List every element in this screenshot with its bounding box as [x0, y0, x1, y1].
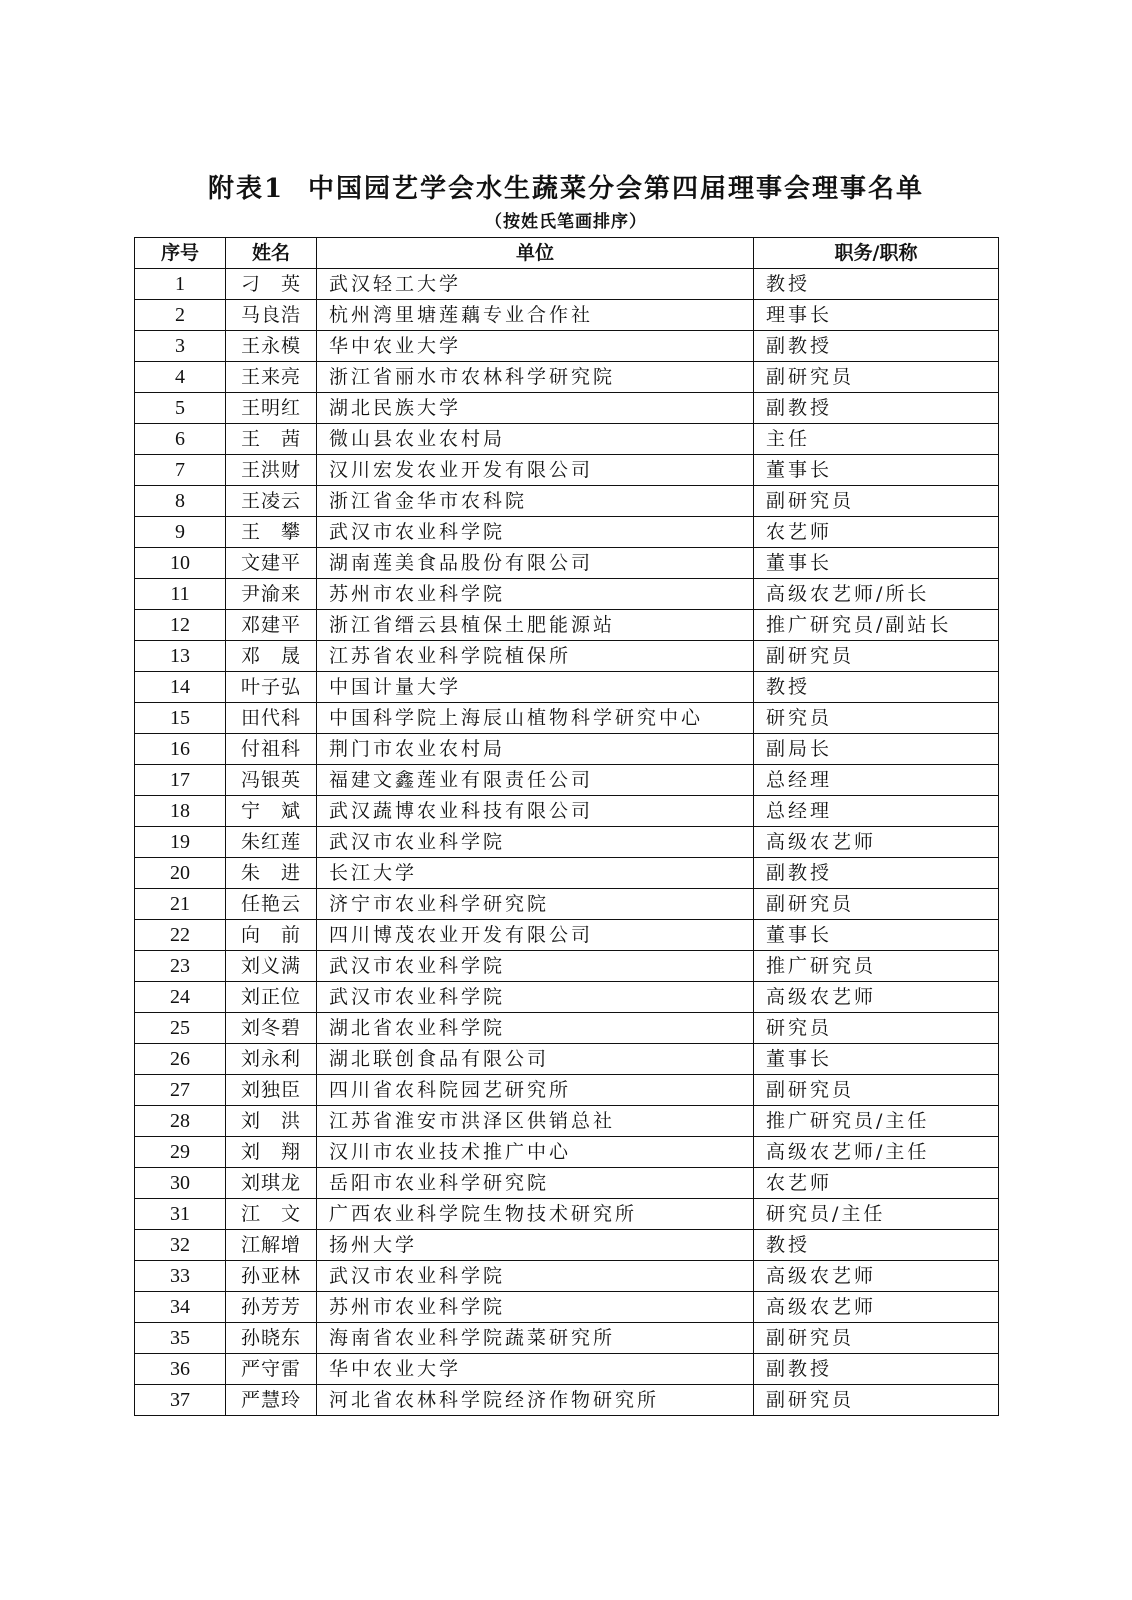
cell-number: 3 [135, 331, 226, 362]
cell-name: 刘义满 [226, 951, 317, 982]
cell-unit: 海南省农业科学院蔬菜研究所 [317, 1323, 754, 1354]
cell-name: 马良浩 [226, 300, 317, 331]
cell-unit: 武汉市农业科学院 [317, 982, 754, 1013]
table-row [135, 1323, 999, 1354]
cell-position: 副研究员 [754, 1323, 999, 1354]
cell-position: 高级农艺师 [754, 1292, 999, 1323]
table-row [135, 672, 999, 703]
cell-number: 4 [135, 362, 226, 393]
table-row [135, 1168, 999, 1199]
cell-name: 朱红莲 [226, 827, 317, 858]
cell-position: 研究员/主任 [754, 1199, 999, 1230]
cell-position: 高级农艺师/主任 [754, 1137, 999, 1168]
cell-number: 30 [135, 1168, 226, 1199]
cell-position: 副研究员 [754, 1075, 999, 1106]
cell-unit: 湖北省农业科学院 [317, 1013, 754, 1044]
cell-unit: 四川省农科院园艺研究所 [317, 1075, 754, 1106]
cell-name: 刘琪龙 [226, 1168, 317, 1199]
cell-number: 10 [135, 548, 226, 579]
cell-unit: 福建文鑫莲业有限责任公司 [317, 765, 754, 796]
cell-position: 董事长 [754, 1044, 999, 1075]
table-row [135, 517, 999, 548]
cell-unit: 浙江省金华市农科院 [317, 486, 754, 517]
table-row [135, 1199, 999, 1230]
cell-number: 9 [135, 517, 226, 548]
table-row [135, 951, 999, 982]
cell-position: 副教授 [754, 858, 999, 889]
cell-number: 21 [135, 889, 226, 920]
table-row [135, 1292, 999, 1323]
cell-position: 教授 [754, 672, 999, 703]
cell-position: 教授 [754, 269, 999, 300]
cell-number: 17 [135, 765, 226, 796]
cell-name: 任艳云 [226, 889, 317, 920]
member-table [134, 237, 999, 1416]
cell-unit: 湖北民族大学 [317, 393, 754, 424]
cell-unit: 武汉市农业科学院 [317, 1261, 754, 1292]
cell-number: 12 [135, 610, 226, 641]
cell-name: 宁 斌 [226, 796, 317, 827]
table-row [135, 734, 999, 765]
table-row [135, 920, 999, 951]
cell-number: 25 [135, 1013, 226, 1044]
cell-position: 总经理 [754, 796, 999, 827]
cell-position: 副研究员 [754, 1385, 999, 1416]
cell-unit: 长江大学 [317, 858, 754, 889]
cell-number: 11 [135, 579, 226, 610]
cell-unit: 河北省农林科学院经济作物研究所 [317, 1385, 754, 1416]
cell-unit: 武汉市农业科学院 [317, 827, 754, 858]
cell-position: 推广研究员/主任 [754, 1106, 999, 1137]
cell-unit: 广西农业科学院生物技术研究所 [317, 1199, 754, 1230]
cell-position: 董事长 [754, 920, 999, 951]
cell-number: 23 [135, 951, 226, 982]
cell-unit: 华中农业大学 [317, 1354, 754, 1385]
cell-position: 副研究员 [754, 641, 999, 672]
cell-name: 文建平 [226, 548, 317, 579]
document-subtitle: （按姓氏笔画排序） [485, 212, 647, 232]
cell-unit: 荆门市农业农村局 [317, 734, 754, 765]
header-name: 姓名 [226, 238, 317, 269]
table-row [135, 424, 999, 455]
cell-number: 7 [135, 455, 226, 486]
cell-name: 刘正位 [226, 982, 317, 1013]
cell-position: 教授 [754, 1230, 999, 1261]
cell-name: 刘永利 [226, 1044, 317, 1075]
cell-number: 16 [135, 734, 226, 765]
cell-unit: 四川博茂农业开发有限公司 [317, 920, 754, 951]
cell-unit: 杭州湾里塘莲藕专业合作社 [317, 300, 754, 331]
cell-name: 孙晓东 [226, 1323, 317, 1354]
cell-name: 王 茜 [226, 424, 317, 455]
cell-position: 推广研究员 [754, 951, 999, 982]
table-row [135, 1137, 999, 1168]
cell-unit: 武汉轻工大学 [317, 269, 754, 300]
table-row [135, 641, 999, 672]
cell-number: 29 [135, 1137, 226, 1168]
table-row [135, 331, 999, 362]
cell-name: 孙芳芳 [226, 1292, 317, 1323]
cell-name: 刘独臣 [226, 1075, 317, 1106]
cell-unit: 中国计量大学 [317, 672, 754, 703]
cell-number: 14 [135, 672, 226, 703]
table-header-row [135, 238, 999, 269]
table-row [135, 889, 999, 920]
cell-unit: 济宁市农业科学研究院 [317, 889, 754, 920]
header-position: 职务/职称 [754, 238, 999, 269]
cell-number: 5 [135, 393, 226, 424]
cell-unit: 汉川市农业技术推广中心 [317, 1137, 754, 1168]
cell-number: 36 [135, 1354, 226, 1385]
table-row [135, 579, 999, 610]
cell-unit: 湖南莲美食品股份有限公司 [317, 548, 754, 579]
table-row [135, 827, 999, 858]
cell-name: 邓建平 [226, 610, 317, 641]
cell-name: 王 攀 [226, 517, 317, 548]
cell-position: 总经理 [754, 765, 999, 796]
cell-position: 主任 [754, 424, 999, 455]
table-row [135, 765, 999, 796]
table-row [135, 858, 999, 889]
cell-unit: 浙江省丽水市农林科学研究院 [317, 362, 754, 393]
table-row [135, 1075, 999, 1106]
table-row [135, 300, 999, 331]
table-row [135, 796, 999, 827]
cell-name: 江解增 [226, 1230, 317, 1261]
table-row [135, 548, 999, 579]
cell-name: 邓 晟 [226, 641, 317, 672]
table-row [135, 362, 999, 393]
cell-name: 严慧玲 [226, 1385, 317, 1416]
cell-unit: 江苏省淮安市洪泽区供销总社 [317, 1106, 754, 1137]
header-number: 序号 [135, 238, 226, 269]
table-row [135, 703, 999, 734]
cell-number: 24 [135, 982, 226, 1013]
cell-position: 农艺师 [754, 517, 999, 548]
cell-name: 王明红 [226, 393, 317, 424]
cell-name: 叶子弘 [226, 672, 317, 703]
cell-unit: 扬州大学 [317, 1230, 754, 1261]
table-row [135, 1013, 999, 1044]
table-row [135, 486, 999, 517]
cell-number: 6 [135, 424, 226, 455]
cell-name: 刘 翔 [226, 1137, 317, 1168]
table-row [135, 1230, 999, 1261]
cell-position: 副研究员 [754, 486, 999, 517]
cell-name: 向 前 [226, 920, 317, 951]
cell-number: 19 [135, 827, 226, 858]
cell-position: 高级农艺师 [754, 827, 999, 858]
cell-name: 王来亮 [226, 362, 317, 393]
cell-number: 35 [135, 1323, 226, 1354]
cell-name: 刘冬碧 [226, 1013, 317, 1044]
cell-unit: 苏州市农业科学院 [317, 579, 754, 610]
title-prefix: 附表1 [207, 174, 285, 204]
cell-unit: 武汉市农业科学院 [317, 517, 754, 548]
cell-name: 刁 英 [226, 269, 317, 300]
cell-unit: 岳阳市农业科学研究院 [317, 1168, 754, 1199]
cell-name: 王永模 [226, 331, 317, 362]
cell-name: 江 文 [226, 1199, 317, 1230]
cell-unit: 湖北联创食品有限公司 [317, 1044, 754, 1075]
cell-number: 8 [135, 486, 226, 517]
cell-number: 34 [135, 1292, 226, 1323]
cell-unit: 中国科学院上海辰山植物科学研究中心 [317, 703, 754, 734]
cell-number: 33 [135, 1261, 226, 1292]
cell-number: 20 [135, 858, 226, 889]
cell-number: 27 [135, 1075, 226, 1106]
cell-number: 26 [135, 1044, 226, 1075]
cell-position: 董事长 [754, 455, 999, 486]
cell-unit: 汉川宏发农业开发有限公司 [317, 455, 754, 486]
document-title [0, 168, 1132, 205]
cell-position: 董事长 [754, 548, 999, 579]
cell-position: 高级农艺师 [754, 1261, 999, 1292]
cell-name: 王凌云 [226, 486, 317, 517]
cell-number: 31 [135, 1199, 226, 1230]
table-row [135, 982, 999, 1013]
cell-position: 副教授 [754, 1354, 999, 1385]
cell-name: 田代科 [226, 703, 317, 734]
cell-unit: 武汉蔬博农业科技有限公司 [317, 796, 754, 827]
cell-number: 22 [135, 920, 226, 951]
cell-number: 37 [135, 1385, 226, 1416]
cell-position: 高级农艺师 [754, 982, 999, 1013]
title-main: 中国园艺学会水生蔬菜分会第四届理事会理事名单 [308, 174, 925, 204]
cell-name: 付祖科 [226, 734, 317, 765]
cell-name: 尹渝来 [226, 579, 317, 610]
cell-position: 副研究员 [754, 362, 999, 393]
cell-position: 研究员 [754, 703, 999, 734]
cell-position: 副教授 [754, 331, 999, 362]
cell-number: 18 [135, 796, 226, 827]
cell-number: 28 [135, 1106, 226, 1137]
cell-name: 严守雷 [226, 1354, 317, 1385]
table-row [135, 455, 999, 486]
cell-name: 刘 洪 [226, 1106, 317, 1137]
header-unit: 单位 [317, 238, 754, 269]
cell-number: 2 [135, 300, 226, 331]
cell-name: 王洪财 [226, 455, 317, 486]
table-row [135, 1385, 999, 1416]
table-row [135, 1261, 999, 1292]
cell-position: 副教授 [754, 393, 999, 424]
cell-number: 13 [135, 641, 226, 672]
table-row [135, 393, 999, 424]
cell-position: 高级农艺师/所长 [754, 579, 999, 610]
table-row [135, 610, 999, 641]
cell-number: 1 [135, 269, 226, 300]
cell-position: 农艺师 [754, 1168, 999, 1199]
table-row [135, 269, 999, 300]
cell-position: 研究员 [754, 1013, 999, 1044]
cell-position: 副研究员 [754, 889, 999, 920]
table-row [135, 1044, 999, 1075]
table-row [135, 1354, 999, 1385]
cell-position: 副局长 [754, 734, 999, 765]
cell-number: 15 [135, 703, 226, 734]
cell-unit: 苏州市农业科学院 [317, 1292, 754, 1323]
cell-unit: 浙江省缙云县植保土肥能源站 [317, 610, 754, 641]
cell-unit: 华中农业大学 [317, 331, 754, 362]
cell-position: 理事长 [754, 300, 999, 331]
cell-name: 朱 进 [226, 858, 317, 889]
cell-name: 孙亚林 [226, 1261, 317, 1292]
cell-unit: 江苏省农业科学院植保所 [317, 641, 754, 672]
cell-unit: 微山县农业农村局 [317, 424, 754, 455]
table-body [135, 269, 999, 1416]
cell-name: 冯银英 [226, 765, 317, 796]
table-row [135, 1106, 999, 1137]
cell-unit: 武汉市农业科学院 [317, 951, 754, 982]
cell-number: 32 [135, 1230, 226, 1261]
cell-position: 推广研究员/副站长 [754, 610, 999, 641]
